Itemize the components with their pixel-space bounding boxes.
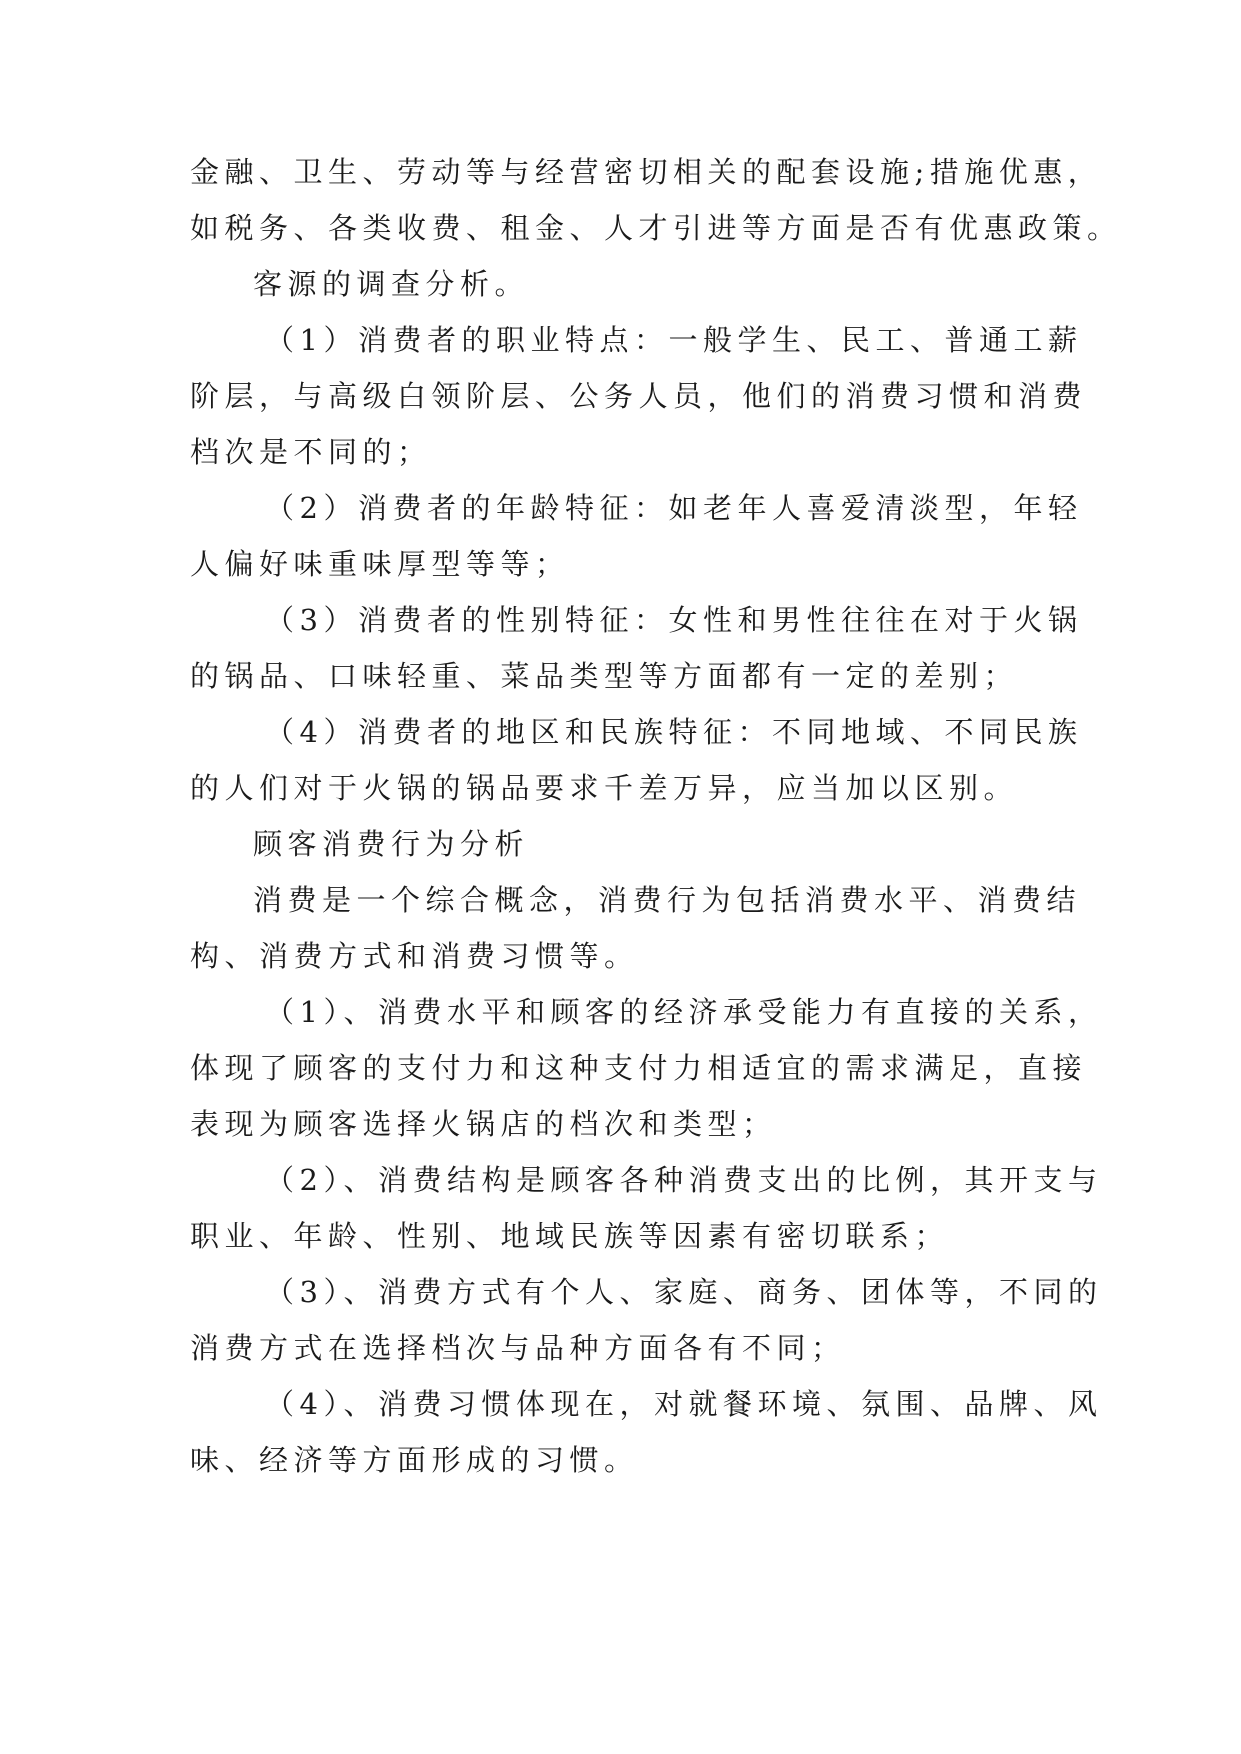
section-heading-consumer-behavior: 顾客消费行为分析	[253, 827, 530, 861]
body-line: （4）、消费习惯体现在，对就餐环境、氛围、品牌、风	[265, 1387, 1103, 1421]
body-line: （2）消费者的年龄特征：如老年人喜爱清淡型，年轻	[265, 491, 1083, 525]
body-line: （2）、消费结构是顾客各种消费支出的比例，其开支与	[265, 1163, 1103, 1197]
body-line: 味、经济等方面形成的习惯。	[190, 1443, 639, 1477]
body-line: 阶层，与高级白领阶层、公务人员，他们的消费习惯和消费	[190, 379, 1088, 413]
body-line: 档次是不同的；	[190, 435, 432, 469]
body-line: 如税务、各类收费、租金、人才引进等方面是否有优惠政策。	[190, 211, 1122, 245]
body-line: 金融、卫生、劳动等与经营密切相关的配套设施;措施优惠，	[190, 155, 1103, 189]
body-line: 消费方式在选择档次与品种方面各有不同；	[190, 1331, 846, 1365]
body-line: （1）消费者的职业特点：一般学生、民工、普通工薪	[265, 323, 1083, 357]
body-line: （3）消费者的性别特征：女性和男性往往在对于火锅	[265, 603, 1083, 637]
body-line: （4）消费者的地区和民族特征：不同地域、不同民族	[265, 715, 1083, 749]
body-line: 体现了顾客的支付力和这种支付力相适宜的需求满足，直接	[190, 1051, 1088, 1085]
section-heading-customer-source: 客源的调查分析。	[253, 267, 530, 301]
body-line: 人偏好味重味厚型等等；	[190, 547, 570, 581]
body-line: 的锅品、口味轻重、菜品类型等方面都有一定的差别；	[190, 659, 1019, 693]
body-line: 构、消费方式和消费习惯等。	[190, 939, 639, 973]
body-line: 消费是一个综合概念，消费行为包括消费水平、消费结	[253, 883, 1082, 917]
body-line: 的人们对于火锅的锅品要求千差万异，应当加以区别。	[190, 771, 1019, 805]
body-line: 表现为顾客选择火锅店的档次和类型；	[190, 1107, 777, 1141]
body-line: （3）、消费方式有个人、家庭、商务、团体等，不同的	[265, 1275, 1103, 1309]
body-line: 职业、年龄、性别、地域民族等因素有密切联系；	[190, 1219, 950, 1253]
body-line: （1）、消费水平和顾客的经济承受能力有直接的关系，	[265, 995, 1103, 1029]
